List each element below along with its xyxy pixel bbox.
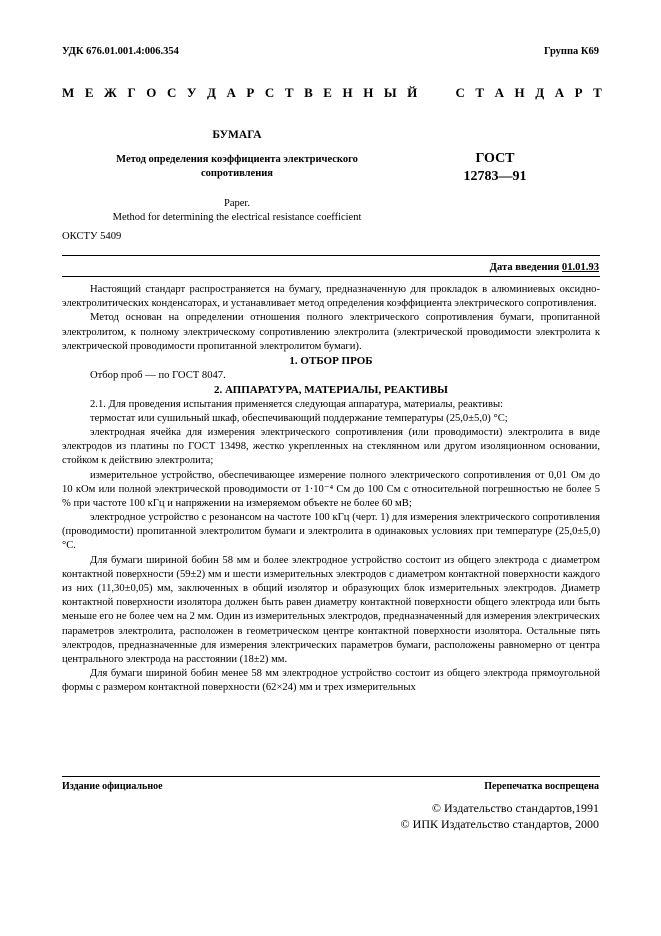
heading-letter: Е	[84, 85, 94, 100]
paragraph: электродное устройство с резонансом на частоте 100 кГц (черт. 1) для измерения электрического сопротивления (проводимости) пропитанной электролитом бумаги и электролита в одинаковых условиях при температуре (25,0±5,0) °С.	[62, 512, 600, 552]
heading-letter: О	[146, 85, 157, 100]
paragraph: электродная ячейка для измерения электрического сопротивления (или проводимости) электролита в виде электродов из платины по ГОСТ 13498, жестко укрепленных на стеклянном или другом изоляционном основании, стойком к действию электролита;	[62, 426, 600, 467]
paragraph: измерительное устройство, обеспечивающее измерение полного электрического сопротивления от 0,01 Ом до 10 кОм или полной электрической проводимости от 1·10⁻⁴ См до 100 См с относительной погрешностью не более 5 % при частоте 100 кГц и напряжении на измеряемом объекте не более 60 мВ;	[62, 469, 600, 509]
document-title: БУМАГА	[212, 129, 262, 141]
intro-date-label: Дата введения	[489, 262, 560, 273]
section-heading: 1. ОТБОР ПРОБ	[289, 354, 373, 367]
paragraph: Настоящий стандарт распространяется на бумагу, предназначенную для прокладок в алюминиевых оксидно-электролитических конденсаторах, и устанавливает метод определения коэффициента электрического сопротивления.	[62, 284, 600, 310]
english-title-line: Paper.	[224, 197, 250, 209]
gost-number: 12783—91	[463, 168, 527, 184]
heading-letter	[442, 84, 445, 101]
paragraph: Для бумаги шириной бобин 58 мм и более электродное устройство состоит из общего электрода с диаметром контактной поверхности (59±2) мм и шести измерительных электродов с диаметром контактной поверхности каждого из них (11,30±0,05) мм, заключенных в общий изолятор и образующих блок измерительных электродов. Диаметр контактной поверхности изолятора должен быть равен диаметру контактной поверхности общего электрода или быть меньше его не более чем на 2 мм. Один из измерительных электродов, предназначенный для измерения электрических параметров электролита, расположен в геометрическом центре контактной поверхности изолятора. Остальные пять электродов, предназначенные для измерения электрических параметров бумаги, расположены равномерно от центра центрального электрода на расстоянии (18±2) мм.	[62, 554, 600, 665]
interstate-standard-heading	[62, 84, 602, 101]
copyright-line: © ИПК Издательство стандартов, 2000	[400, 817, 599, 832]
heading-letter: Й	[407, 85, 418, 100]
heading-letter: Ы	[383, 85, 397, 100]
group-code: Группа К69	[543, 46, 599, 57]
heading-letter: Д	[206, 85, 216, 100]
oksty-code: ОКСТУ 5409	[62, 231, 122, 242]
heading-letter: Н	[363, 85, 374, 100]
gost-label: ГОСТ	[475, 151, 515, 166]
section-heading: 2. АППАРАТУРА, МАТЕРИАЛЫ, РЕАКТИВЫ	[214, 383, 448, 396]
title-block	[82, 128, 392, 225]
top-divider	[62, 255, 600, 256]
paragraph: термостат или сушильный шкаф, обеспечивающий поддержание температуры (25,0±5,0) °С;	[90, 412, 508, 424]
heading-letter: Р	[246, 85, 255, 100]
heading-letter: Г	[127, 85, 136, 100]
heading-letter: С	[455, 85, 465, 100]
reprint-prohibited-note: Перепечатка воспрещена	[484, 781, 599, 792]
english-title-line: Method for determining the electrical resistance coefficient	[112, 211, 362, 223]
english-title	[82, 197, 392, 225]
heading-letter: Н	[514, 85, 525, 100]
gost-designation	[440, 150, 550, 185]
heading-letter: А	[226, 85, 236, 100]
heading-letter: Т	[284, 85, 294, 100]
heading-letter: Т	[475, 85, 485, 100]
subtitle-line: сопротивления	[201, 168, 273, 180]
udk-code: УДК 676.01.001.4:006.354	[62, 46, 179, 57]
paragraph: Метод основан на определении отношения полного электрического сопротивления бумаги, пропитанной электролитом, к полному электрическому сопротивлению электролита (электрической проводимости электролита к электрической проводимости пропитанной электролитом бумаги).	[62, 312, 600, 352]
heading-letter	[428, 84, 431, 101]
subtitle-line: Метод определения коэффициента электрического	[116, 154, 358, 166]
heading-letter: С	[264, 85, 275, 100]
paragraph: Для бумаги шириной бобин менее 58 мм электродное устройство состоит из общего электрода прямоугольной формы с размером контактной поверхности (62×24) мм и трех измерительных	[62, 668, 600, 694]
intro-date-value: 01.01.93	[561, 262, 599, 273]
heading-letter: Д	[535, 85, 545, 100]
intro-date	[490, 261, 599, 275]
paragraph: 2.1. Для проведения испытания применяется следующая аппаратура, материалы, реактивы:	[90, 398, 504, 410]
heading-letter: Т	[593, 85, 602, 100]
date-divider	[62, 276, 600, 277]
heading-letter: Е	[323, 85, 332, 100]
heading-letter: А	[494, 85, 504, 100]
heading-letter: Ж	[104, 85, 117, 100]
footer-divider	[62, 776, 600, 777]
heading-letter: М	[62, 85, 75, 100]
paragraph: Отбор проб — по ГОСТ 8047.	[90, 369, 226, 381]
heading-letter: Р	[574, 85, 583, 100]
copyright-line: © Издательство стандартов,1991	[431, 801, 599, 815]
heading-letter: У	[186, 85, 197, 100]
heading-letter: С	[166, 85, 177, 100]
heading-letter: А	[554, 85, 565, 100]
heading-letter: Н	[342, 85, 353, 100]
heading-letter: В	[304, 85, 313, 100]
document-body	[62, 283, 600, 696]
document-subtitle	[82, 153, 392, 180]
copyright-block	[401, 800, 599, 832]
official-edition-note: Издание официальное	[62, 781, 163, 792]
